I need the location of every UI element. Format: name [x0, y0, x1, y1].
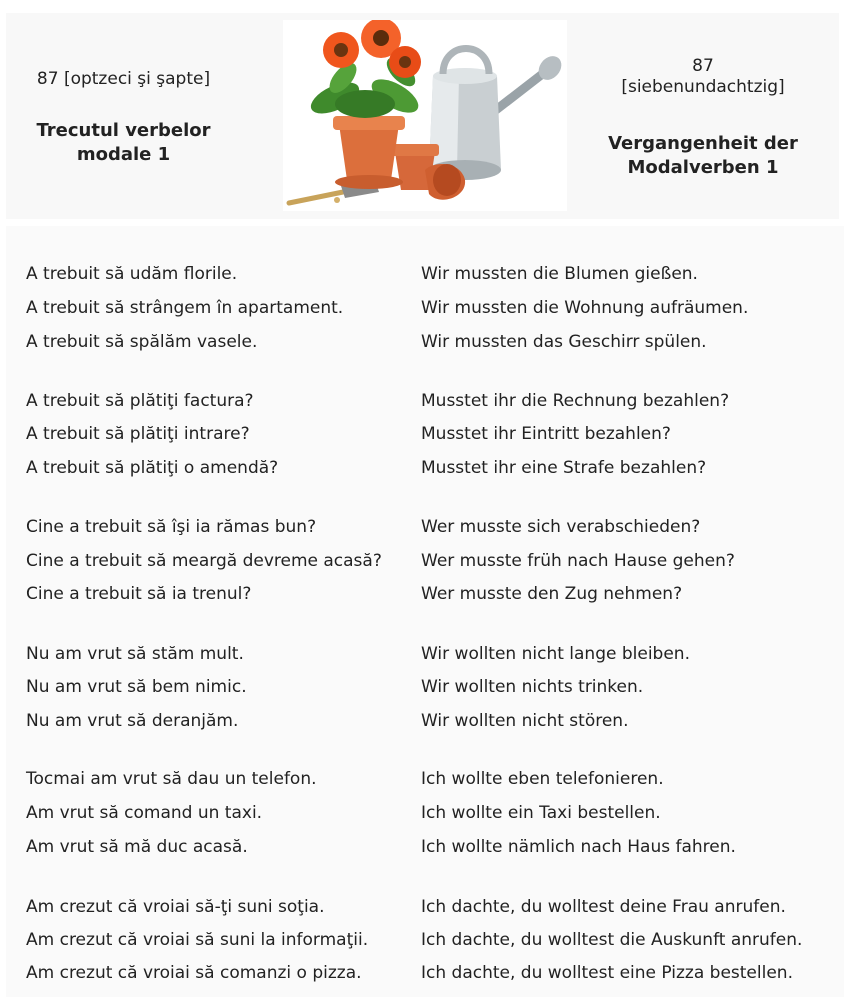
lesson-title-romanian-line2: modale 1	[76, 144, 171, 165]
german-phrase: Ich wollte eben telefonieren.	[421, 769, 664, 789]
lesson-number-german-line2: [siebenundachtzig]	[621, 77, 785, 97]
german-phrase: Wir wollten nicht stören.	[421, 711, 629, 731]
phrase-row	[6, 705, 844, 738]
romanian-phrase: Nu am vrut să bem nimic.	[26, 677, 247, 697]
phrase-row	[6, 831, 844, 864]
lesson-title-german-line1: Vergangenheit der	[608, 133, 798, 154]
romanian-phrase: Nu am vrut să stăm mult.	[26, 644, 244, 664]
german-phrase: Wir wollten nicht lange bleiben.	[421, 644, 690, 664]
phrase-row	[6, 385, 844, 418]
lesson-number-romanian: 87 [optzeci şi şapte]	[36, 69, 211, 89]
german-phrase: Wer musste früh nach Hause gehen?	[421, 551, 735, 571]
romanian-phrase: A trebuit să plătiţi factura?	[26, 391, 254, 411]
phrase-row	[6, 452, 844, 485]
phrase-row	[6, 638, 844, 671]
romanian-phrase: Cine a trebuit să meargă devreme acasă?	[26, 551, 382, 571]
romanian-phrase: Cine a trebuit să ia trenul?	[26, 584, 252, 604]
german-phrase: Wir mussten das Geschirr spülen.	[421, 332, 707, 352]
german-phrase: Wer musste den Zug nehmen?	[421, 584, 683, 604]
header-german	[566, 13, 840, 219]
phrase-row	[6, 671, 844, 704]
header-romanian	[6, 13, 241, 219]
romanian-phrase: Tocmai am vrut să dau un telefon.	[26, 769, 317, 789]
romanian-phrase: Am crezut că vroiai să comanzi o pizza.	[26, 963, 362, 983]
phrase-row	[6, 326, 844, 359]
german-phrase: Ich wollte nämlich nach Haus fahren.	[421, 837, 736, 857]
lesson-number-german	[566, 56, 840, 98]
phrase-row	[6, 511, 844, 544]
lesson-title-german-line2: Modalverben 1	[627, 157, 779, 178]
german-phrase: Wir wollten nichts trinken.	[421, 677, 644, 697]
german-phrase: Musstet ihr Eintritt bezahlen?	[421, 424, 671, 444]
phrase-row	[6, 957, 844, 990]
phrase-row	[6, 258, 844, 291]
lesson-number-german-line1: 87	[692, 56, 714, 76]
romanian-phrase: Am crezut că vroiai să suni la informaţii.	[26, 930, 369, 950]
romanian-phrase: A trebuit să spălăm vasele.	[26, 332, 258, 352]
german-phrase: Musstet ihr eine Strafe bezahlen?	[421, 458, 707, 478]
german-phrase: Ich dachte, du wolltest deine Frau anrufen.	[421, 897, 786, 917]
romanian-phrase: A trebuit să strângem în apartament.	[26, 298, 344, 318]
lesson-header	[6, 13, 839, 219]
german-phrase: Ich wollte ein Taxi bestellen.	[421, 803, 661, 823]
phrase-row	[6, 924, 844, 957]
phrase-row	[6, 763, 844, 796]
romanian-phrase: A trebuit să plătiţi o amendă?	[26, 458, 279, 478]
german-phrase: Musstet ihr die Rechnung bezahlen?	[421, 391, 730, 411]
lesson-title-german	[566, 132, 840, 180]
romanian-phrase: Am vrut să comand un taxi.	[26, 803, 263, 823]
romanian-phrase: A trebuit să udăm florile.	[26, 264, 238, 284]
phrase-row	[6, 545, 844, 578]
romanian-phrase: A trebuit să plătiţi intrare?	[26, 424, 250, 444]
lesson-title-romanian-line1: Trecutul verbelor	[36, 120, 211, 141]
romanian-phrase: Nu am vrut să deranjăm.	[26, 711, 239, 731]
lesson-title-romanian	[6, 119, 241, 167]
german-phrase: Ich dachte, du wolltest eine Pizza bestellen.	[421, 963, 793, 983]
phrase-row	[6, 797, 844, 830]
german-phrase: Wer musste sich verabschieden?	[421, 517, 701, 537]
phrase-list	[6, 226, 844, 997]
phrase-row	[6, 578, 844, 611]
german-phrase: Ich dachte, du wolltest die Auskunft anrufen.	[421, 930, 803, 950]
romanian-phrase: Cine a trebuit să îşi ia rămas bun?	[26, 517, 317, 537]
romanian-phrase: Am crezut că vroiai să-ţi suni soţia.	[26, 897, 325, 917]
phrase-row	[6, 292, 844, 325]
phrase-row	[6, 891, 844, 924]
romanian-phrase: Am vrut să mă duc acasă.	[26, 837, 248, 857]
german-phrase: Wir mussten die Wohnung aufräumen.	[421, 298, 749, 318]
flower-pots-watering-can-photo	[283, 20, 567, 211]
phrase-row	[6, 418, 844, 451]
german-phrase: Wir mussten die Blumen gießen.	[421, 264, 698, 284]
